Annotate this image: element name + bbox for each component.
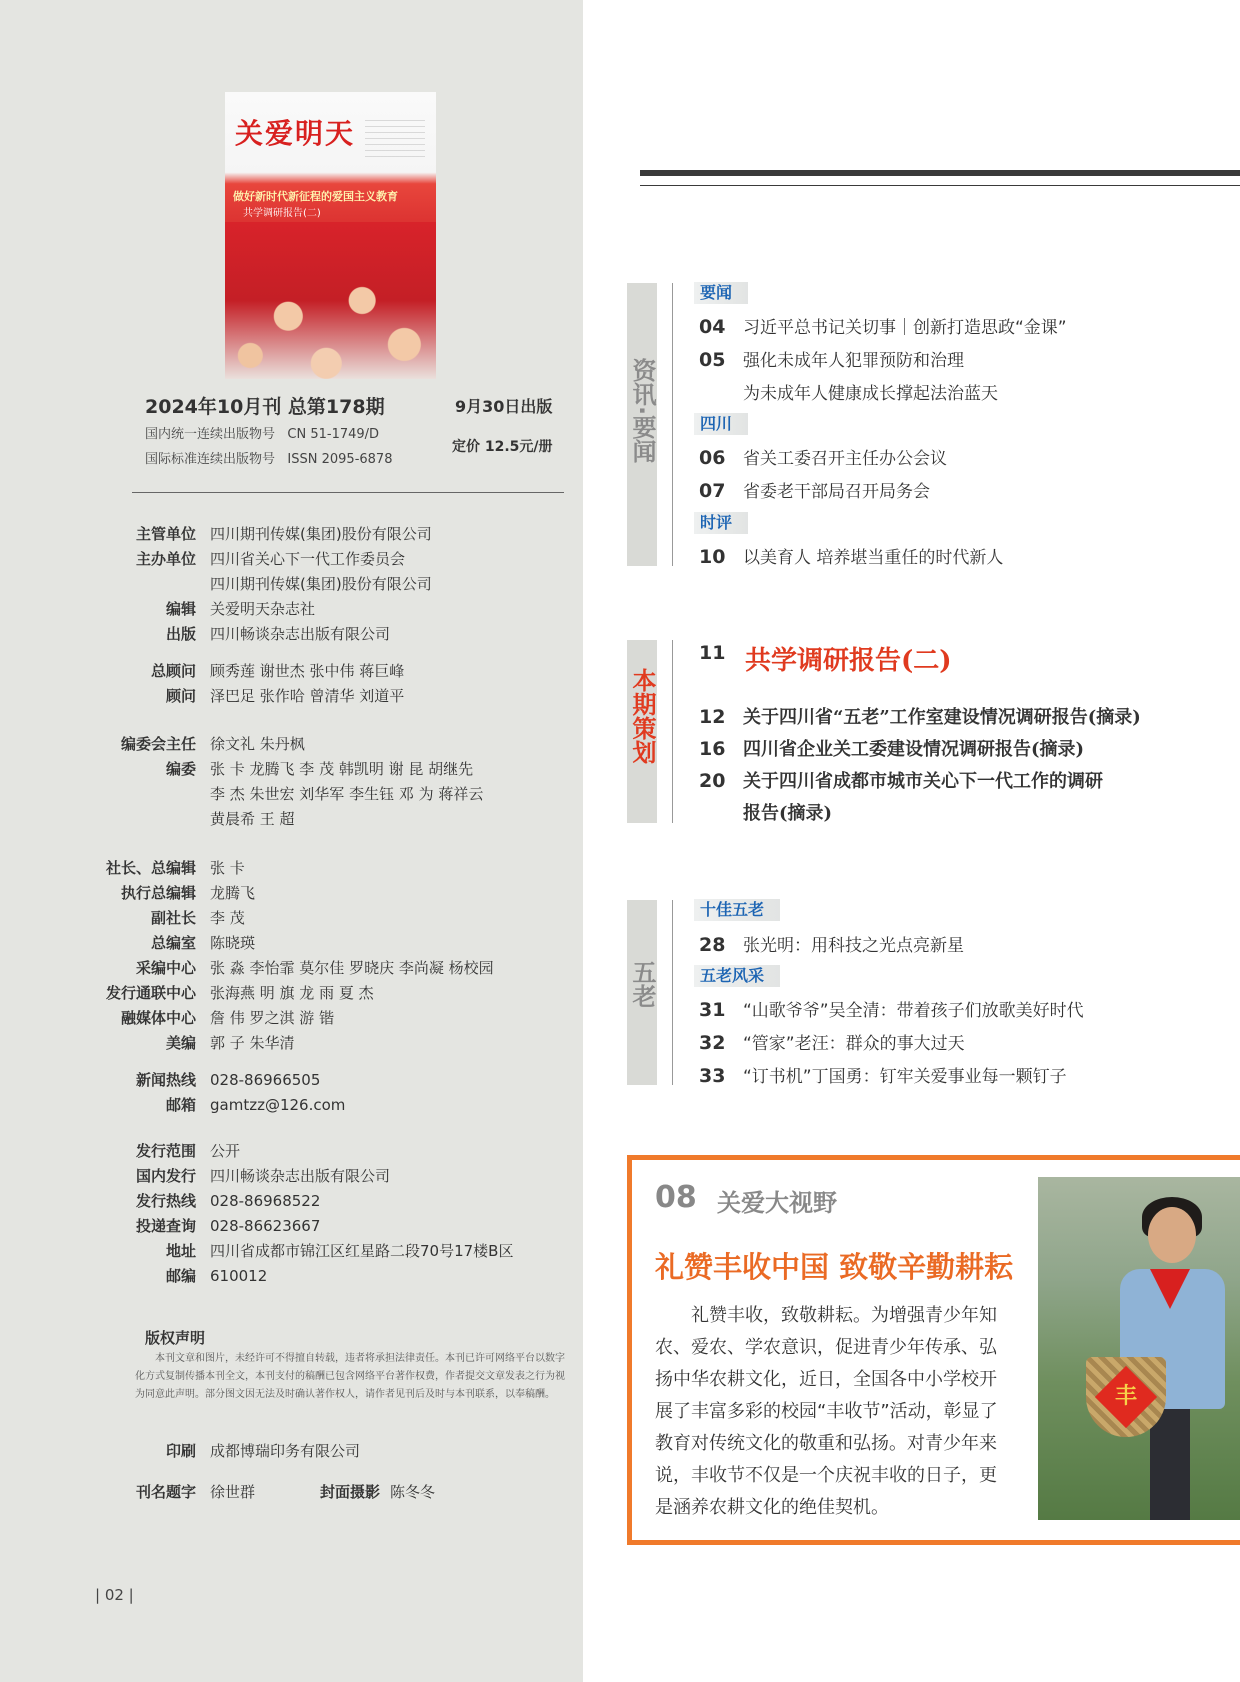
title-by-value: 徐世群	[210, 1483, 256, 1501]
category-yaowen: 要闻	[694, 282, 748, 304]
credit-row	[80, 597, 580, 622]
toc-num: 31	[699, 999, 726, 1021]
credit-label: 发行范围	[135, 1142, 196, 1160]
toc-num: 10	[699, 546, 726, 568]
credit-value: 关爱明天杂志社	[210, 600, 316, 618]
toc-title: 关于四川省“五老”工作室建设情况调研报告(摘录)	[743, 707, 1141, 728]
credit-row	[80, 757, 580, 782]
toc-title: 省委老干部局召开局务会	[743, 482, 930, 502]
divider	[132, 492, 564, 493]
credit-row	[80, 856, 580, 881]
credit-label: 编委	[165, 760, 196, 778]
credit-row	[80, 1214, 580, 1239]
intl-number-value: ISSN 2095-6878	[287, 452, 393, 467]
credit-value: 张 卡	[210, 859, 245, 877]
credits-editorial-board	[80, 732, 580, 832]
credit-row	[80, 1264, 580, 1289]
toc-num: 33	[699, 1065, 726, 1087]
feature-box-number: 08	[655, 1180, 697, 1215]
toc-item[interactable]	[699, 444, 947, 469]
credit-label: 主办单位	[135, 550, 196, 568]
credit-value: 詹 伟 罗之淇 游 锴	[210, 1009, 335, 1027]
category-shijia: 十佳五老	[694, 899, 780, 921]
credit-row	[80, 1189, 580, 1214]
toc-item[interactable]	[699, 379, 998, 404]
toc-item[interactable]	[699, 477, 930, 502]
credit-row	[80, 659, 580, 684]
toc-num: 16	[699, 738, 726, 760]
credit-value: 张 卡 龙腾飞 李 茂 韩凯明 谢 昆 胡继先	[210, 760, 474, 778]
cover-toc-lines	[365, 120, 425, 160]
section-feature-label	[627, 668, 657, 770]
printing-value: 成都博瑞印务有限公司	[210, 1442, 361, 1460]
credit-value: 四川畅谈杂志出版有限公司	[210, 625, 391, 643]
photo-by-value: 陈冬冬	[390, 1483, 436, 1501]
photo-girl-head	[1148, 1207, 1196, 1263]
credit-label: 美编	[165, 1034, 196, 1052]
toc-title: 强化未成年人犯罪预防和治理	[743, 351, 964, 371]
credit-value: 郭 子 朱华清	[210, 1034, 295, 1052]
category-sichuan: 四川	[694, 413, 748, 435]
toc-item[interactable]	[699, 346, 964, 371]
toc-feature-main[interactable]	[699, 642, 743, 664]
toc-title: “管家”老汪：群众的事大过天	[743, 1034, 965, 1054]
credit-row	[80, 1093, 580, 1118]
credit-value: 李 茂	[210, 909, 245, 927]
credit-value: 徐文礼 朱丹枫	[210, 735, 305, 753]
intl-number-label: 国际标准连续出版物号	[145, 452, 276, 467]
credit-label: 主管单位	[135, 525, 196, 543]
price: 定价 12.5元/册	[452, 439, 553, 455]
credit-row	[80, 981, 580, 1006]
printing-label: 印刷	[165, 1442, 196, 1460]
cover-crowd-photo	[225, 222, 436, 379]
photo-legs	[1150, 1407, 1190, 1520]
toc-title: 张光明：用科技之光点亮新星	[743, 936, 964, 956]
credit-value: 028-86966505	[210, 1071, 321, 1089]
section-news-line	[672, 283, 673, 566]
credits-publisher	[80, 522, 580, 647]
credit-row	[80, 622, 580, 647]
credit-value: 泽巴足 张作哈 曾清华 刘道平	[210, 687, 405, 705]
credit-value: 张 淼 李怡霏 莫尔佳 罗晓庆 李尚凝 杨校园	[210, 959, 494, 977]
credit-label: 采编中心	[135, 959, 196, 977]
credit-label: 顾问	[165, 687, 196, 705]
credit-label	[80, 782, 210, 807]
section-elders-line	[672, 900, 673, 1085]
credit-value: 张海燕 明 旗 龙 雨 夏 杰	[210, 984, 374, 1002]
credit-label: 融媒体中心	[120, 1009, 196, 1027]
credit-label: 副社长	[150, 909, 196, 927]
title-by-row	[80, 1480, 580, 1505]
credit-label: 出版	[165, 625, 196, 643]
feature-title[interactable]: 共学调研报告(二)	[745, 646, 952, 676]
credit-row	[80, 1006, 580, 1031]
credit-row	[80, 807, 580, 832]
credit-value: 陈晓瑛	[210, 934, 256, 952]
credit-label: 执行总编辑	[120, 884, 196, 902]
toc-item[interactable]	[699, 767, 1103, 793]
credits-advisors	[80, 659, 580, 709]
credits-distribution	[80, 1139, 580, 1289]
credit-label: 发行热线	[135, 1192, 196, 1210]
credits-contact	[80, 1068, 580, 1118]
category-shiping: 时评	[694, 512, 748, 534]
credit-label: 地址	[165, 1242, 196, 1260]
section-news-text: 资讯·要闻	[628, 358, 656, 464]
credit-label: 投递查询	[135, 1217, 196, 1235]
feature-box-category: 关爱大视野	[717, 1189, 837, 1217]
credit-value: 顾秀莲 谢世杰 张中伟 蒋巨峰	[210, 662, 405, 680]
section-feature-line	[672, 640, 673, 823]
credit-label: 总顾问	[150, 662, 196, 680]
toc-title: “山歌爷爷”吴全清：带着孩子们放歌美好时代	[743, 1001, 1084, 1021]
toc-num: 32	[699, 1032, 726, 1054]
cover-subheadline: 共学调研报告(二)	[243, 208, 321, 219]
feature-box-photo	[1038, 1177, 1240, 1520]
credit-label: 新闻热线	[135, 1071, 196, 1089]
page-number: | 02 |	[95, 1586, 134, 1604]
toc-title: 以美育人 培养堪当重任的时代新人	[743, 548, 1004, 568]
toc-title: 习近平总书记关切事｜创新打造思政“金课”	[743, 318, 1067, 338]
top-rule	[640, 170, 1240, 176]
feature-box-body: 礼赞丰收，致敬耕耘。为增强青少年知农、爱农、学农意识，促进青少年传承、弘扬中华农耕文化，近日，全国各中小学校开展了丰富多彩的校园“丰收节”活动，彰显了教育对传统文化的敬重和弘扬。对青少年来说，丰收节不仅是一个庆祝丰收的日子，更是涵养农耕文化的绝佳契机。	[655, 1305, 998, 1518]
toc-item[interactable]	[699, 799, 832, 825]
credit-label: 编委会主任	[120, 735, 196, 753]
credit-value: 李 杰 朱世宏 刘华军 李生钰 邓 为 蒋祥云	[210, 785, 484, 803]
copyright-text: 本刊文章和图片，未经许可不得擅自转载，违者将承担法律责任。本刊已许可网络平台以数字化方式复制传播本刊全文，本刊支付的稿酬已包含网络平台著作权费，作者提交文章发表之行为视为同意此声明。部分图文因无法及时确认著作权人，请作者见刊后及时与本刊联系，以奉稿酬。	[135, 1353, 565, 1400]
cover-headline: 做好新时代新征程的爱国主义教育	[233, 190, 398, 203]
credit-value: 四川期刊传媒(集团)股份有限公司	[210, 525, 432, 543]
issue-line: 2024年10月刊 总第178期	[145, 396, 385, 418]
credit-value: 028-86623667	[210, 1217, 321, 1235]
section-elders-label	[627, 960, 657, 1014]
credit-label: 发行通联中心	[105, 984, 196, 1002]
credit-value: 公开	[210, 1142, 241, 1160]
credit-row	[80, 956, 580, 981]
credit-label: 邮编	[165, 1267, 196, 1285]
credit-row	[80, 1164, 580, 1189]
credit-label: 总编室	[150, 934, 196, 952]
feature-box-title[interactable]: 礼赞丰收中国 致敬辛勤耕耘	[655, 1250, 1014, 1284]
toc-title: 四川省企业关工委建设情况调研报告(摘录)	[743, 739, 1085, 760]
section-news-label	[627, 358, 657, 469]
credit-row	[80, 572, 580, 597]
toc-title: “订书机”丁国勇：钉牢关爱事业每一颗钉子	[743, 1067, 1067, 1087]
credit-row	[80, 1139, 580, 1164]
credit-row	[80, 684, 580, 709]
toc-num: 11	[699, 642, 726, 664]
credit-value: gamtzz@126.com	[210, 1096, 346, 1114]
printing-row	[80, 1439, 580, 1464]
toc-item[interactable]	[699, 1029, 965, 1054]
intl-number-row	[145, 448, 392, 467]
toc-item[interactable]	[699, 931, 964, 956]
credit-value: 四川期刊传媒(集团)股份有限公司	[210, 575, 432, 593]
credit-row	[80, 522, 580, 547]
credits-staff	[80, 856, 580, 1056]
credit-row	[80, 931, 580, 956]
top-rule-thin	[640, 185, 1240, 186]
cover-title: 关爱明天	[235, 117, 356, 150]
section-elders-text: 五老	[628, 960, 656, 1008]
credit-label: 社长、总编辑	[105, 859, 196, 877]
toc-num: 04	[699, 316, 726, 338]
credit-row	[80, 1239, 580, 1264]
domestic-number-row	[145, 423, 379, 442]
credit-label	[80, 807, 210, 832]
photo-feng-char: 丰	[1114, 1384, 1137, 1409]
toc-num: 06	[699, 447, 726, 469]
category-fengcai: 五老风采	[694, 965, 780, 987]
credit-label	[80, 572, 210, 597]
toc-item[interactable]	[699, 735, 1084, 761]
credit-value: 龙腾飞	[210, 884, 256, 902]
credit-label: 编辑	[165, 600, 196, 618]
toc-num: 05	[699, 349, 726, 371]
credit-value: 四川省关心下一代工作委员会	[210, 550, 406, 568]
toc-item[interactable]	[699, 313, 1067, 338]
credit-row	[80, 1031, 580, 1056]
domestic-number-value: CN 51-1749/D	[287, 427, 380, 442]
section-feature-text: 本期策划	[628, 668, 656, 764]
toc-title: 为未成年人健康成长撑起法治蓝天	[743, 384, 998, 404]
toc-item[interactable]	[699, 703, 1141, 729]
toc-item[interactable]	[699, 543, 1003, 568]
toc-num: 07	[699, 480, 726, 502]
cover-image	[225, 92, 436, 379]
credit-label: 国内发行	[135, 1167, 196, 1185]
credit-row	[80, 1068, 580, 1093]
credit-row	[80, 547, 580, 572]
credit-row	[80, 732, 580, 757]
photo-by-label: 封面摄影	[320, 1483, 381, 1501]
credit-value: 四川畅谈杂志出版有限公司	[210, 1167, 391, 1185]
credit-row	[80, 782, 580, 807]
credit-row	[80, 906, 580, 931]
toc-num: 20	[699, 770, 726, 792]
credit-row	[80, 881, 580, 906]
toc-num: 12	[699, 706, 726, 728]
credit-label: 邮箱	[165, 1096, 196, 1114]
toc-title: 省关工委召开主任办公会议	[743, 449, 947, 469]
title-by-label: 刊名题字	[135, 1483, 196, 1501]
credit-value: 610012	[210, 1267, 268, 1285]
credit-value: 028-86968522	[210, 1192, 321, 1210]
toc-item[interactable]	[699, 1062, 1067, 1087]
credit-value: 黄晨希 王 超	[210, 810, 295, 828]
domestic-number-label: 国内统一连续出版物号	[145, 427, 276, 442]
copyright-title: 版权声明	[145, 1329, 206, 1347]
publication-date: 9月30日出版	[455, 397, 553, 416]
toc-title: 关于四川省成都市城市关心下一代工作的调研	[743, 771, 1103, 792]
toc-item[interactable]	[699, 996, 1084, 1021]
credit-value: 四川省成都市锦江区红星路二段70号17楼B区	[210, 1242, 514, 1260]
toc-num: 28	[699, 934, 726, 956]
toc-title: 报告(摘录)	[743, 803, 833, 824]
